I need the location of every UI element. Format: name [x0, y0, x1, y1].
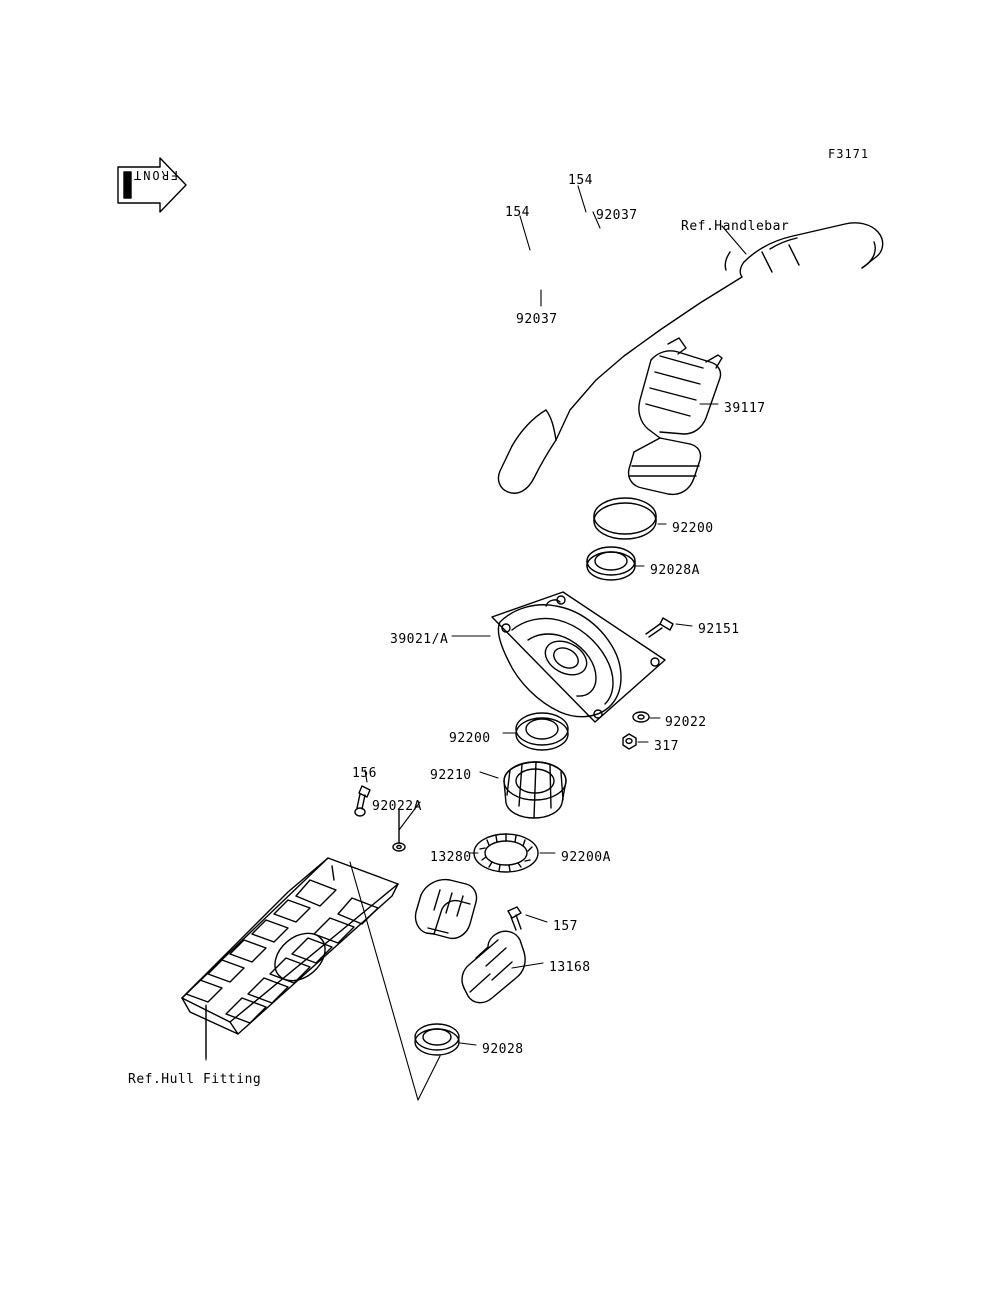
bearing-92200A [474, 834, 538, 872]
callout-92200-upper: 92200 [672, 521, 714, 536]
callout-92200-lower: 92200 [449, 731, 491, 746]
throttle-case-39117 [629, 338, 722, 494]
callout-92022A: 92022A [372, 799, 422, 814]
nut-317 [623, 734, 636, 749]
callout-154-b: 154 [568, 173, 593, 188]
handlebar-art [498, 223, 882, 493]
callout-92210: 92210 [430, 768, 472, 783]
washer-92200-lower [516, 713, 568, 750]
callout-13280: 13280 [430, 850, 472, 865]
reference-handlebar: Ref.Handlebar [681, 219, 790, 234]
washer-92022 [633, 712, 649, 722]
hull-fitting-plate [182, 858, 398, 1058]
callout-317: 317 [654, 739, 679, 754]
screw-156 [355, 786, 370, 816]
reference-hull-fitting: Ref.Hull Fitting [128, 1072, 262, 1087]
steering-holder-39021 [492, 592, 665, 722]
washer-92200-upper [594, 498, 656, 539]
ring-92028 [415, 1024, 459, 1055]
callout-92037-b: 92037 [516, 312, 558, 327]
bushing-92028A [587, 547, 635, 580]
front-label: FRONT [132, 168, 179, 182]
holder-13280 [415, 880, 476, 939]
sheet-code: F3171 [828, 147, 870, 161]
callout-92037-a: 92037 [596, 208, 638, 223]
callout-39117: 39117 [724, 401, 766, 416]
callout-92022: 92022 [665, 715, 707, 730]
callout-92028A: 92028A [650, 563, 700, 578]
bolt-92151 [646, 618, 673, 637]
screw-157 [508, 907, 521, 930]
callout-39021A: 39021/A [390, 632, 449, 647]
callout-92200A: 92200A [561, 850, 611, 865]
bearing-92210 [504, 762, 566, 818]
callout-154-a: 154 [505, 205, 530, 220]
callout-156: 156 [352, 766, 377, 781]
callout-13168: 13168 [549, 960, 591, 975]
callout-157: 157 [553, 919, 578, 934]
callout-92151: 92151 [698, 622, 740, 637]
callout-92028: 92028 [482, 1042, 524, 1057]
front-label-box [118, 160, 188, 212]
